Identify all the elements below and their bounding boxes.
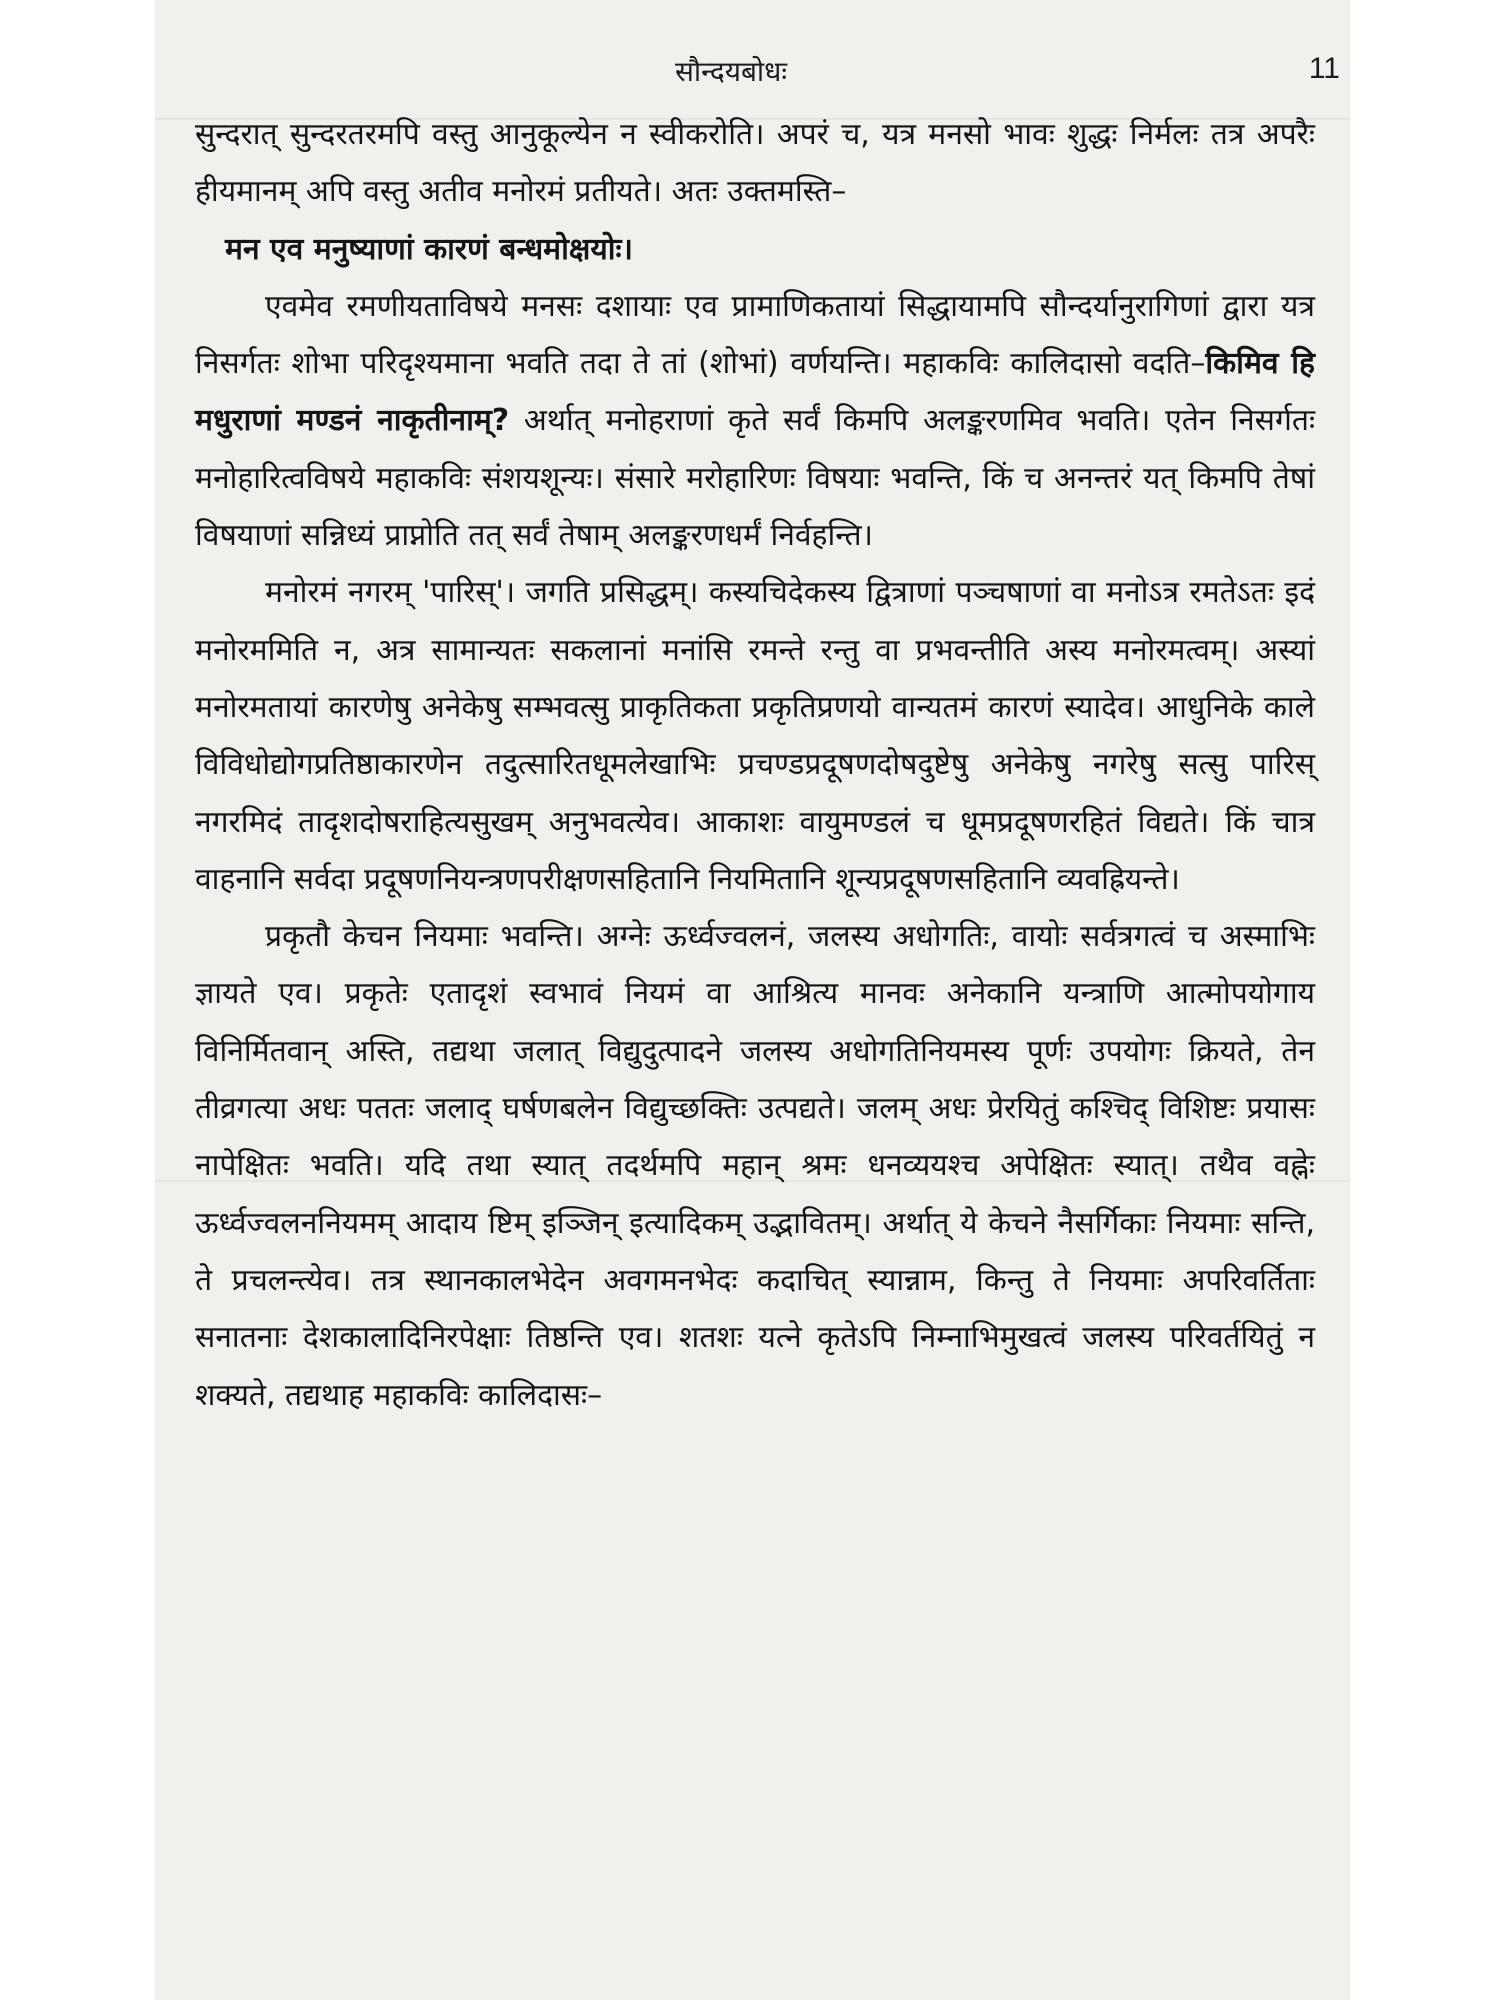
paragraph	[195, 278, 1315, 564]
paragraph: सुन्दरात् सुन्दरतरमपि वस्तु आनुकूल्येन न स्वीकरोति। अपरं च, यत्र मनसो भावः शुद्धः निर्मलः तत्र अपरैः हीयमानम् अपि वस्तु अतीव मनोरमं प्रतीयते। अतः उक्तमस्ति–	[195, 117, 1315, 210]
running-head: सौन्दयबोधः	[675, 55, 788, 88]
paragraph: मनोरमं नगरम् 'पारिस्'। जगति प्रसिद्धम्। कस्यचिदेकस्य द्वित्राणां पञ्चषाणां वा मनोऽत्र रमतेऽतः इदं मनोरममिति न, अत्र सामान्यतः सकलानां मनांसि रमन्ते रन्तु वा प्रभवन्तीति अस्य मनोरमत्वम्। अस्यां मनोरमतायां कारणेषु अनेकेषु सम्भवत्सु प्राकृतिकता प्रकृतिप्रणयो वान्यतमं कारणं स्यादेव। आधुनिके काले विविधोद्योगप्रतिष्ठाकारणेन तदुत्सारितधूमलेखाभिः प्रचण्डप्रदूषणदोषदुष्टेषु अनेकेषु नगरेषु सत्सु पारिस् नगरमिदं तादृशदोषराहित्यसुखम् अनुभवत्येव। आकाशः वायुमण्डलं च धूमप्रदूषणरहितं विद्यते। किं चात्र वाहनानि सर्वदा प्रदूषणनियन्त्रणपरीक्षणसहितानि नियमितानि शून्यप्रदूषणसहितानि व्यवह्रियन्ते।	[195, 575, 1315, 897]
paragraph-text: अर्थात् मनोहराणां कृते सर्वं किमपि अलङ्करणमिव भवति। एतेन निसर्गतः मनोहारित्वविषये महाकविः संशयशून्यः। संसारे मरोहारिणः विषयाः भवन्ति, किं च अनन्तरं यत् किमपि तेषां विषयाणां सन्निध्यं प्राप्नोति तत् सर्वं तेषाम् अलङ्करणधर्मं निर्वहन्ति।	[195, 403, 1316, 554]
body-text	[195, 106, 1315, 1424]
inline-quote: किमिव हि मधुराणां मण्डनं नाकृतीनाम्?	[195, 346, 1315, 439]
paragraph: प्रकृतौ केचन नियमाः भवन्ति। अग्नेः ऊर्ध्वज्वलनं, जलस्य अधोगतिः, वायोः सर्वत्रगत्वं च अस्माभिः ज्ञायते एव। प्रकृतेः एतादृशं स्वभावं नियमं वा आश्रित्य मानवः अनेकानि यन्त्राणि आत्मोपयोगाय विनिर्मितवान् अस्ति, तद्यथा जलात् विद्युदुत्पादने जलस्य अधोगतिनियमस्य पूर्णः उपयोगः क्रियते, तेन तीव्रगत्या अधः पततः जलाद् घर्षणबलेन विद्युच्छक्तिः उत्पद्यते। जलम् अधः प्रेरयितुं कश्चिद् विशिष्टः प्रयासः नापेक्षितः भवति। यदि तथा स्यात् तदर्थमपि महान् श्रमः धनव्ययश्च अपेक्षितः स्यात्। तथैव वह्नेः ऊर्ध्वज्वलननियमम् आदाय ष्टिम् इञ्जिन् इत्यादिकम् उद्भावितम्। अर्थात् ये केचने नैसर्गिकाः नियमाः सन्ति, ते प्रचलन्त्येव। तत्र स्थानकालभेदेन अवगमनभेदः कदाचित् स्यान्नाम, किन्तु ते नियमाः अपरिवर्तिताः सनातनाः देशकालादिनिरपेक्षाः तिष्ठन्ति एव। शतशः यत्ने कृतेऽपि निम्नाभिमुखत्वं जलस्य परिवर्तयितुं न शक्यते, तद्यथाह महाकविः कालिदासः–	[195, 919, 1315, 1413]
page-header	[155, 52, 1350, 102]
paragraph-text: एवमेव रमणीयताविषये मनसः दशायाः एव प्रामाणिकतायां सिद्धायामपि सौन्दर्यानुरागिणां द्वारा यत्र निसर्गतः शोभा परिदृश्यमाना भवति तदा ते तां (शोभां) वर्णयन्ति। महाकविः कालिदासो वदति–	[195, 288, 1315, 382]
quote-verse: मन एव मनुष्याणां कारणं बन्धमोक्षयोः।	[225, 231, 633, 267]
page-number: 11	[1308, 52, 1340, 85]
